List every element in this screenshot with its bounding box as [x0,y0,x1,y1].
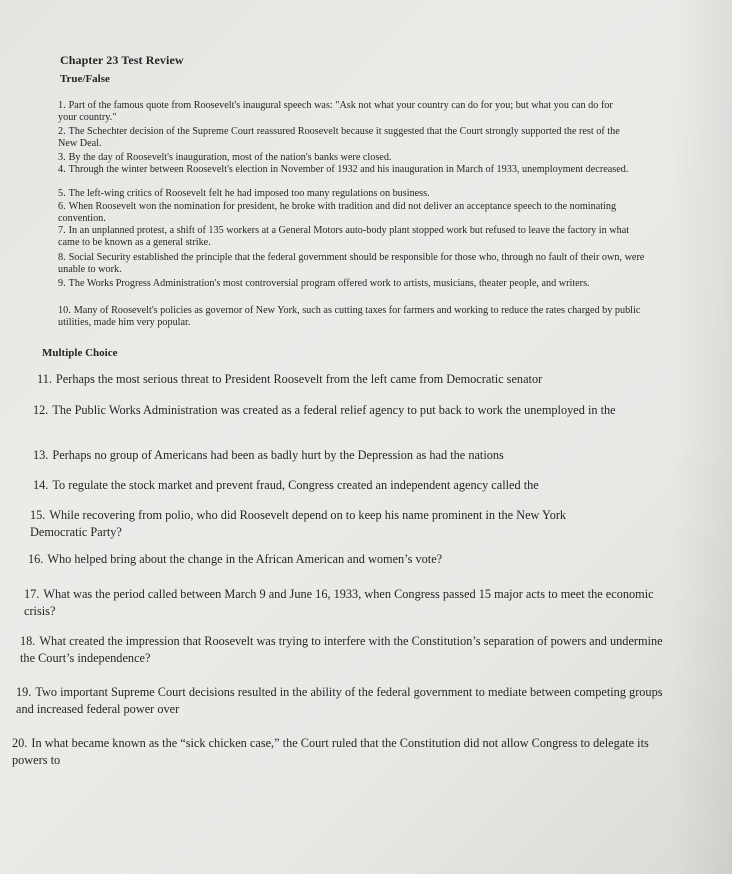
item-number: 3. [58,152,66,163]
item-text: The left-wing critics of Roosevelt felt he had imposed too many regulations on business. [68,188,430,199]
multiple-choice-item [28,551,688,568]
true-false-item [58,305,653,328]
item-text: Part of the famous quote from Roosevelt's inaugural speech was: "Ask not what your country can do for you; but what you can do for your country." [58,100,613,123]
item-text: While recovering from polio, who did Roosevelt depend on to keep his name prominent in the New York Democratic Party? [30,508,567,539]
item-text: In an unplanned protest, a shift of 135 workers at a General Motors auto-body plant stopped work but refused to leave the factory in what came to be known as a general strike. [58,225,630,248]
item-number: 12. [33,403,49,417]
true-false-item [58,100,618,123]
multiple-choice-item [30,507,620,540]
true-false-item [58,225,648,248]
true-false-item [58,201,638,224]
item-number: 17. [24,587,40,601]
true-false-item [58,278,628,290]
item-number: 18. [20,634,36,648]
item-text: Perhaps the most serious threat to President Roosevelt from the left came from Democratic senator [55,372,543,386]
true-false-item [58,126,628,149]
item-number: 14. [33,478,49,492]
item-text: The Public Works Administration was created as a federal relief agency to put back to work the unemployed in the [52,403,616,417]
item-number: 15. [30,508,46,522]
item-number: 9. [58,278,66,289]
multiple-choice-item [20,633,665,666]
item-number: 13. [33,448,49,462]
document-title: Chapter 23 Test Review [60,53,184,67]
item-number: 8. [58,252,66,263]
item-text: The Schechter decision of the Supreme Court reassured Roosevelt because it suggested that the Court strongly supported the rest of the New Deal. [58,126,620,149]
multiple-choice-heading: Multiple Choice [42,347,118,359]
item-text: The Works Progress Administration's most controversial program offered work to artists, musicians, theater people, and writers. [68,278,590,289]
item-number: 4. [58,164,66,175]
item-text: Many of Roosevelt's policies as governor of New York, such as cutting taxes for farmers and working to reduce the rates charged by public utilities, made him very popular. [58,305,641,328]
item-text: Through the winter between Roosevelt's election in November of 1932 and his inauguration in March of 1933, unemployment decreased. [68,164,629,175]
multiple-choice-item [16,684,676,717]
multiple-choice-item [33,447,683,464]
item-number: 2. [58,126,66,137]
multiple-choice-item [37,371,677,388]
item-number: 6. [58,201,66,212]
item-text: By the day of Roosevelt's inauguration, most of the nation's banks were closed. [68,152,392,163]
item-text: What was the period called between March 9 and June 16, 1933, when Congress passed 15 major acts to meet the economic crisis? [24,587,654,618]
true-false-item [58,252,648,275]
item-text: In what became known as the “sick chicken case,” the Court ruled that the Constitution did not allow Congress to delegate its powers to [12,736,649,767]
item-number: 1. [58,100,66,111]
true-false-item [58,152,628,164]
item-number: 19. [16,685,32,699]
true-false-item [58,188,633,200]
item-number: 10. [58,305,71,316]
item-number: 11. [37,372,52,386]
item-number: 16. [28,552,44,566]
item-text: Social Security established the principle that the federal government should be responsible for those who, through no fault of their own, were unable to work. [58,252,645,275]
item-text: Who helped bring about the change in the African American and women’s vote? [47,552,443,566]
item-text: When Roosevelt won the nomination for president, he broke with tradition and did not deliver an acceptance speech to the nominating convention. [58,201,617,224]
item-number: 20. [12,736,28,750]
multiple-choice-item [33,402,643,419]
true-false-heading: True/False [60,73,110,85]
item-text: What created the impression that Roosevelt was trying to interfere with the Constitution’s separation of powers and undermine the Court’s independence? [20,634,663,665]
item-text: Perhaps no group of Americans had been as badly hurt by the Depression as had the nations [52,448,504,462]
true-false-item [58,164,633,176]
item-number: 5. [58,188,66,199]
multiple-choice-item [12,735,687,768]
multiple-choice-item [24,586,674,619]
item-text: To regulate the stock market and prevent fraud, Congress created an independent agency called the [52,478,539,492]
item-text: Two important Supreme Court decisions resulted in the ability of the federal government to mediate between competing groups and increased federal power over [16,685,663,716]
multiple-choice-item [33,477,693,494]
item-number: 7. [58,225,66,236]
